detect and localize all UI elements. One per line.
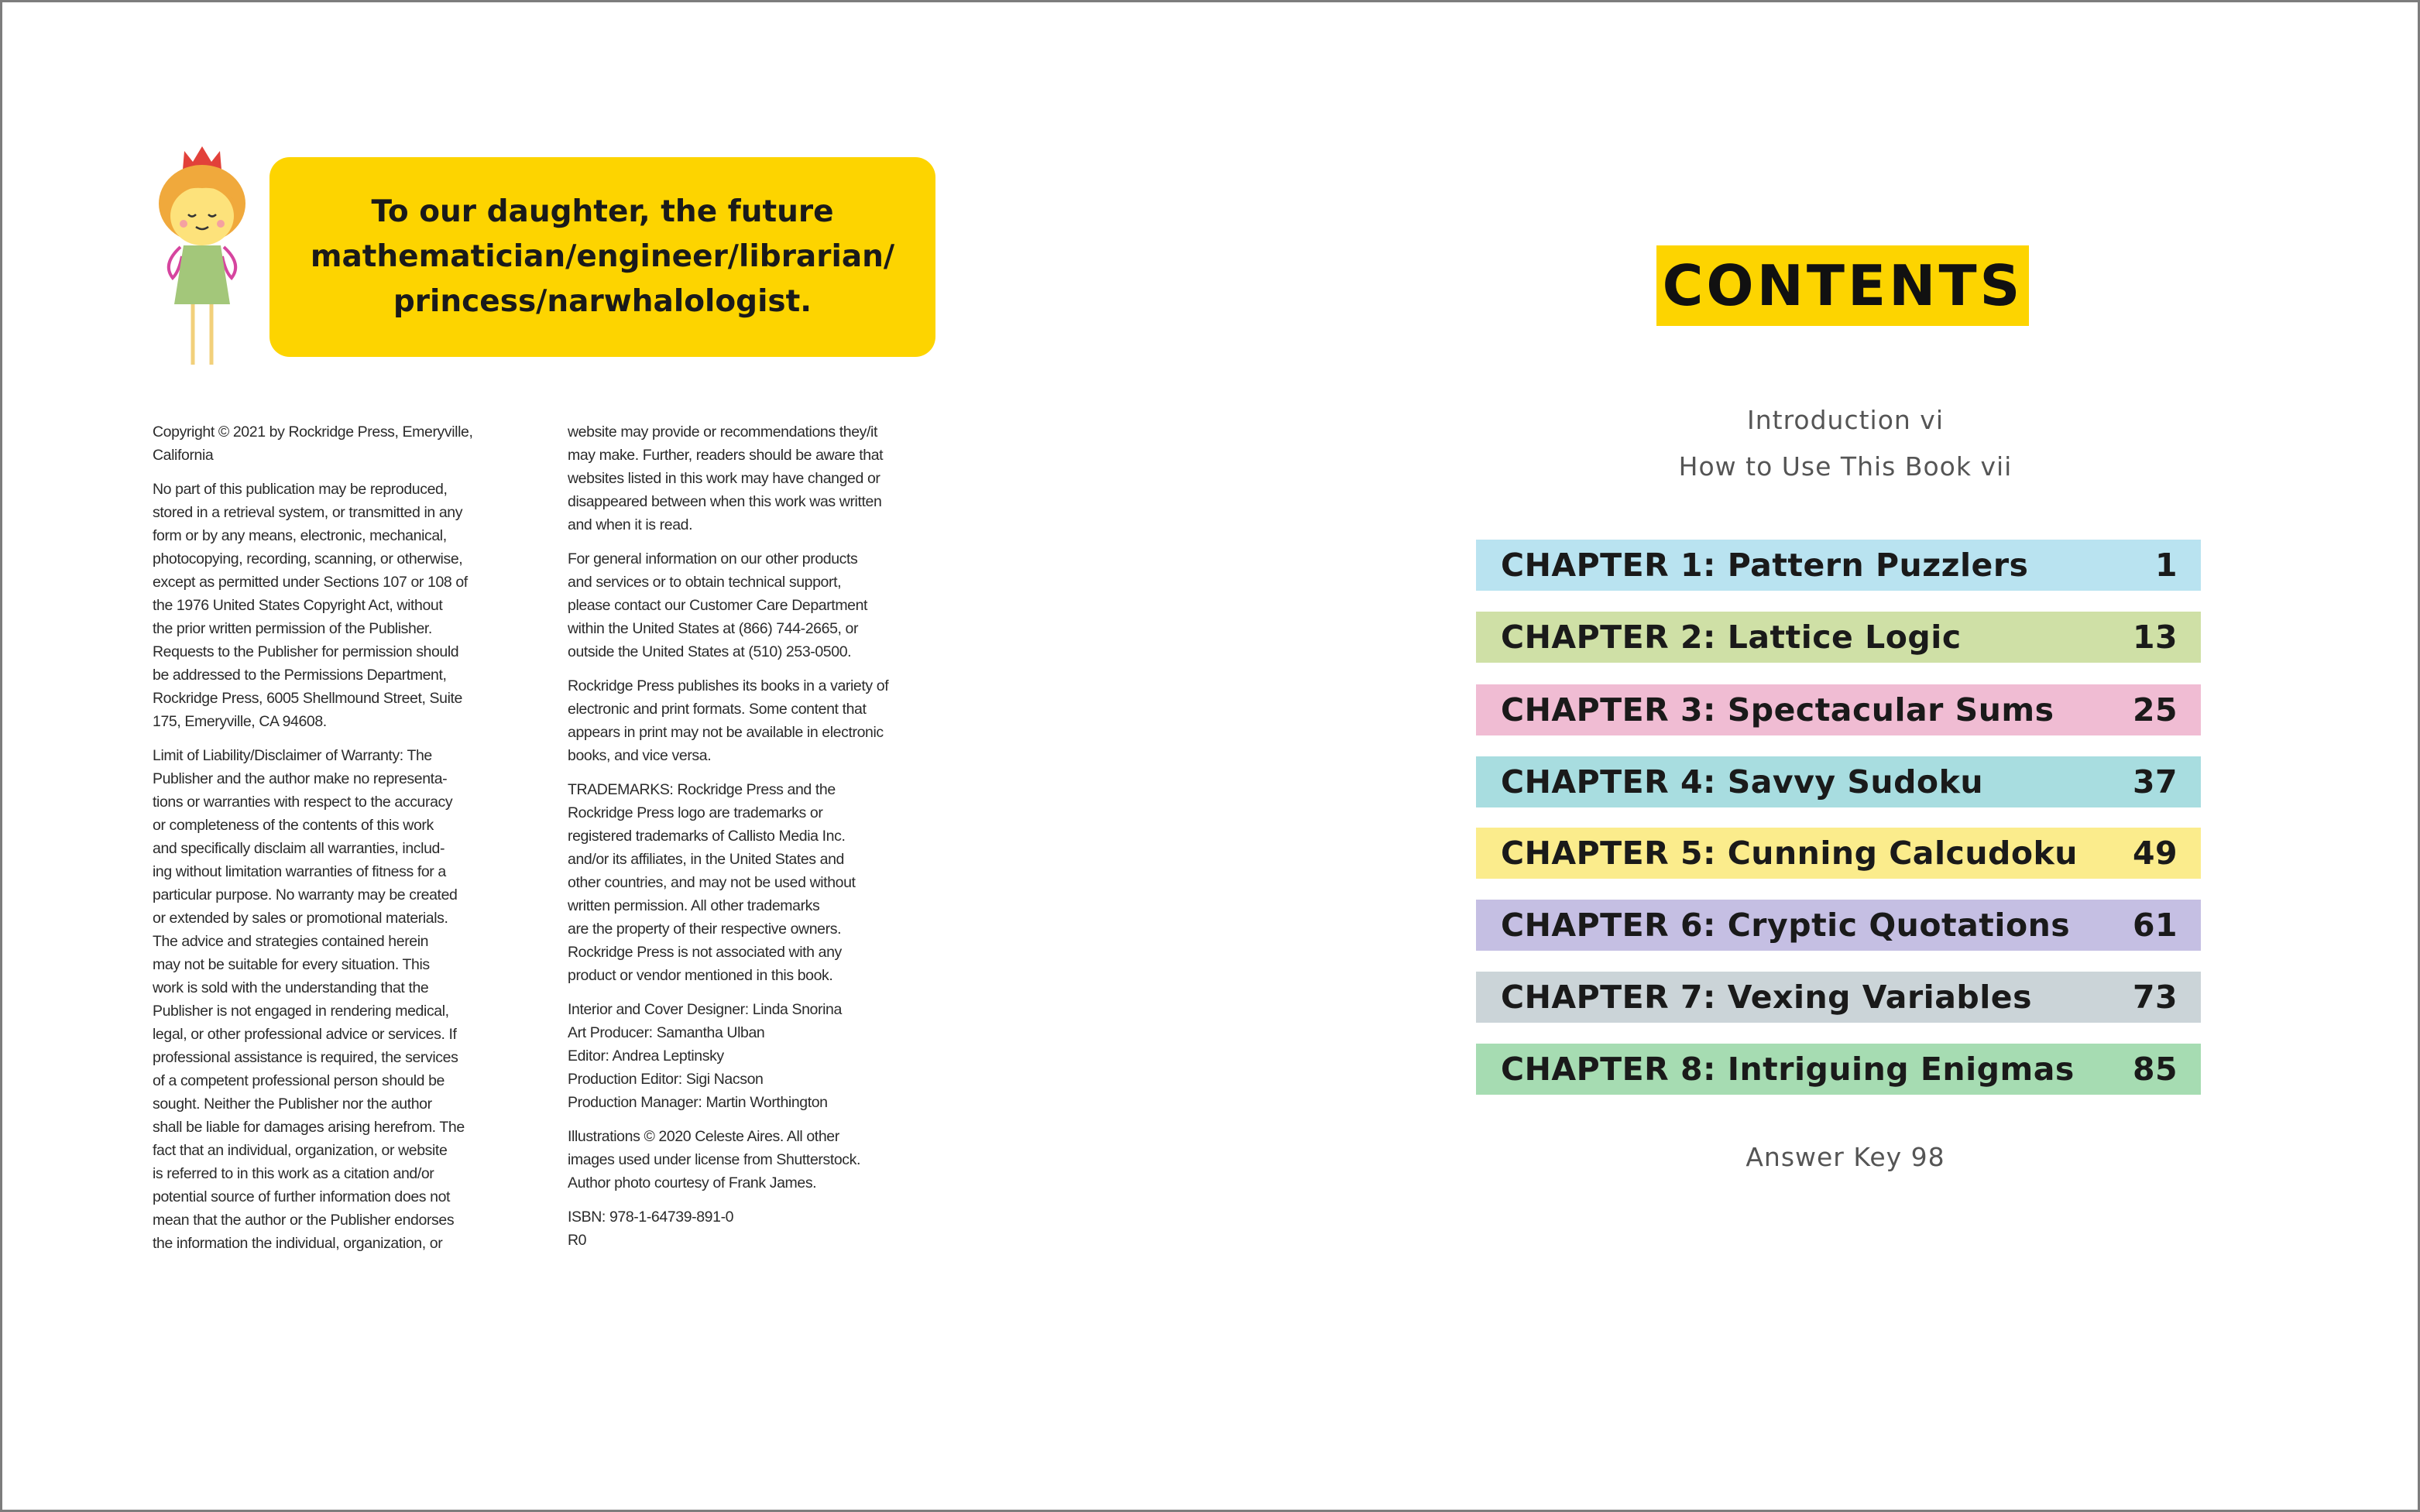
- copyright-line: written permission. All other trademarks: [568, 897, 820, 914]
- copyright-line: work is sold with the understanding that the: [153, 979, 429, 996]
- copyright-line: stored in a retrieval system, or transmitted in any: [153, 504, 463, 521]
- copyright-line: outside the United States at (510) 253-0500.: [568, 643, 852, 660]
- chapter-bar-3[interactable]: [1476, 684, 2201, 735]
- chapter-title: CHAPTER 4: Savvy Sudoku: [1501, 763, 1984, 801]
- copyright-line: The advice and strategies contained herein: [153, 933, 429, 950]
- chapter-page-number: 85: [2132, 1051, 2178, 1088]
- copyright-paragraph: [153, 478, 524, 733]
- copyright-line: legal, or other professional advice or services. If: [153, 1026, 457, 1043]
- copyright-line: Interior and Cover Designer: Linda Snorina: [568, 1001, 842, 1018]
- chapter-page-number: 37: [2132, 763, 2178, 801]
- copyright-line: and/or its affiliates, in the United States and: [568, 851, 844, 868]
- copyright-paragraph: [153, 744, 524, 1255]
- copyright-column-1: [153, 420, 524, 1266]
- chapter-bar-5[interactable]: [1476, 828, 2201, 879]
- copyright-line: fact that an individual, organization, or website: [153, 1142, 448, 1159]
- copyright-paragraph: [568, 1205, 939, 1252]
- chapter-title: CHAPTER 8: Intriguing Enigmas: [1501, 1051, 2075, 1088]
- copyright-line: 175, Emeryville, CA 94608.: [153, 713, 327, 730]
- copyright-line: may make. Further, readers should be aware that: [568, 447, 884, 464]
- copyright-line: is referred to in this work as a citation and/or: [153, 1165, 434, 1182]
- copyright-line: mean that the author or the Publisher endorses: [153, 1212, 455, 1229]
- chapter-bar-8[interactable]: [1476, 1044, 2201, 1095]
- copyright-line: shall be liable for damages arising herefrom. The: [153, 1119, 465, 1136]
- copyright-line: TRADEMARKS: Rockridge Press and the: [568, 781, 836, 798]
- copyright-line: Publisher is not engaged in rendering medical,: [153, 1003, 449, 1020]
- copyright-column-2: [568, 420, 939, 1263]
- copyright-line: Rockridge Press publishes its books in a variety of: [568, 677, 889, 694]
- chapter-page-number: 13: [2132, 619, 2178, 656]
- chapter-title: CHAPTER 6: Cryptic Quotations: [1501, 907, 2071, 944]
- copyright-line: or extended by sales or promotional materials.: [153, 910, 448, 927]
- copyright-line: ISBN: 978-1-64739-891-0: [568, 1209, 734, 1226]
- copyright-line: particular purpose. No warranty may be created: [153, 886, 458, 903]
- copyright-line: of a competent professional person should be: [153, 1072, 445, 1089]
- copyright-line: the prior written permission of the Publisher.: [153, 620, 432, 637]
- chapter-bar-4[interactable]: [1476, 756, 2201, 807]
- chapter-bar-6[interactable]: [1476, 900, 2201, 951]
- copyright-paragraph: [568, 674, 939, 767]
- toc-how-to-use[interactable]: How to Use This Book vii: [1678, 451, 2013, 482]
- copyright-line: disappeared between when this work was written: [568, 493, 882, 510]
- dedication-text: [311, 190, 894, 324]
- copyright-line: Author photo courtesy of Frank James.: [568, 1174, 817, 1191]
- copyright-line: are the property of their respective owners.: [568, 921, 842, 938]
- copyright-line: electronic and print formats. Some content that: [568, 701, 867, 718]
- copyright-paragraph: [568, 1125, 939, 1195]
- copyright-line: tions or warranties with respect to the accuracy: [153, 794, 453, 811]
- copyright-line: appears in print may not be available in electronic: [568, 724, 884, 741]
- copyright-line: images used under license from Shutterstock.: [568, 1151, 861, 1168]
- copyright-line: website may provide or recommendations they/it: [568, 423, 877, 441]
- copyright-line: websites listed in this work may have changed or: [568, 470, 880, 487]
- chapter-page-number: 61: [2132, 907, 2178, 944]
- toc-answer-key[interactable]: Answer Key 98: [1745, 1142, 1945, 1172]
- copyright-line: within the United States at (866) 744-2665, or: [568, 620, 859, 637]
- copyright-line: and specifically disclaim all warranties, includ-: [153, 840, 445, 857]
- copyright-line: Limit of Liability/Disclaimer of Warranty: The: [153, 747, 432, 764]
- chapter-title: CHAPTER 2: Lattice Logic: [1501, 619, 1962, 656]
- copyright-line: except as permitted under Sections 107 or 108 of: [153, 574, 468, 591]
- chapter-bar-7[interactable]: [1476, 972, 2201, 1023]
- copyright-paragraph: [568, 420, 939, 537]
- copyright-line: registered trademarks of Callisto Media Inc.: [568, 828, 846, 845]
- copyright-line: the information the individual, organization, or: [153, 1235, 443, 1252]
- copyright-line: form or by any means, electronic, mechanical,: [153, 527, 447, 544]
- copyright-line: California: [153, 447, 214, 464]
- copyright-line: Illustrations © 2020 Celeste Aires. All other: [568, 1128, 839, 1145]
- copyright-line: professional assistance is required, the services: [153, 1049, 458, 1066]
- chapter-title: CHAPTER 1: Pattern Puzzlers: [1501, 547, 2029, 584]
- copyright-paragraph: [153, 420, 524, 467]
- copyright-line: sought. Neither the Publisher nor the author: [153, 1095, 432, 1113]
- contents-title-box: [1656, 245, 2029, 326]
- dedication-box: [269, 157, 935, 357]
- toc-introduction[interactable]: Introduction vi: [1746, 405, 1945, 435]
- copyright-line: Rockridge Press, 6005 Shellmound Street, Suite: [153, 690, 462, 707]
- chapter-bar-1[interactable]: [1476, 540, 2201, 591]
- copyright-line: product or vendor mentioned in this book.: [568, 967, 833, 984]
- copyright-line: Copyright © 2021 by Rockridge Press, Emeryville,: [153, 423, 473, 441]
- chapter-title: CHAPTER 7: Vexing Variables: [1501, 979, 2033, 1016]
- copyright-line: Editor: Andrea Leptinsky: [568, 1047, 724, 1065]
- chapter-page-number: 73: [2132, 979, 2178, 1016]
- copyright-line: and when it is read.: [568, 516, 693, 533]
- copyright-line: No part of this publication may be reproduced,: [153, 481, 448, 498]
- chapter-page-number: 25: [2132, 691, 2178, 729]
- copyright-line: may not be suitable for every situation. This: [153, 956, 430, 973]
- copyright-line: Production Editor: Sigi Nacson: [568, 1071, 764, 1088]
- copyright-paragraph: [568, 547, 939, 663]
- dedication-line: mathematician/engineer/librarian/: [310, 239, 895, 274]
- copyright-line: other countries, and may not be used without: [568, 874, 856, 891]
- copyright-line: the 1976 United States Copyright Act, without: [153, 597, 443, 614]
- copyright-line: potential source of further information does not: [153, 1188, 451, 1205]
- chapter-title: CHAPTER 5: Cunning Calcudoku: [1501, 835, 2078, 872]
- copyright-paragraph: [568, 998, 939, 1114]
- chapter-page-number: 49: [2132, 835, 2178, 872]
- princess-illustration: [148, 140, 256, 380]
- copyright-line: books, and vice versa.: [568, 747, 712, 764]
- copyright-line: photocopying, recording, scanning, or otherwise,: [153, 550, 463, 567]
- chapter-page-number: 1: [2154, 547, 2178, 584]
- dedication-line: To our daughter, the future: [371, 194, 834, 229]
- dedication-line: princess/narwhalologist.: [393, 284, 812, 319]
- copyright-paragraph: [568, 778, 939, 987]
- copyright-line: and services or to obtain technical support,: [568, 574, 842, 591]
- copyright-line: Requests to the Publisher for permission should: [153, 643, 459, 660]
- contents-title: CONTENTS: [1662, 253, 2024, 318]
- chapter-bar-2[interactable]: [1476, 612, 2201, 663]
- copyright-line: or completeness of the contents of this work: [153, 817, 434, 834]
- copyright-line: Production Manager: Martin Worthington: [568, 1094, 828, 1111]
- copyright-line: Art Producer: Samantha Ulban: [568, 1024, 765, 1041]
- copyright-line: R0: [568, 1232, 587, 1249]
- copyright-line: Rockridge Press is not associated with any: [568, 944, 842, 961]
- copyright-line: For general information on our other products: [568, 550, 858, 567]
- copyright-line: be addressed to the Permissions Department,: [153, 667, 447, 684]
- copyright-line: Publisher and the author make no representa-: [153, 770, 448, 787]
- chapter-title: CHAPTER 3: Spectacular Sums: [1501, 691, 2054, 729]
- copyright-line: ing without limitation warranties of fitness for a: [153, 863, 446, 880]
- copyright-line: please contact our Customer Care Department: [568, 597, 868, 614]
- copyright-line: Rockridge Press logo are trademarks or: [568, 804, 823, 821]
